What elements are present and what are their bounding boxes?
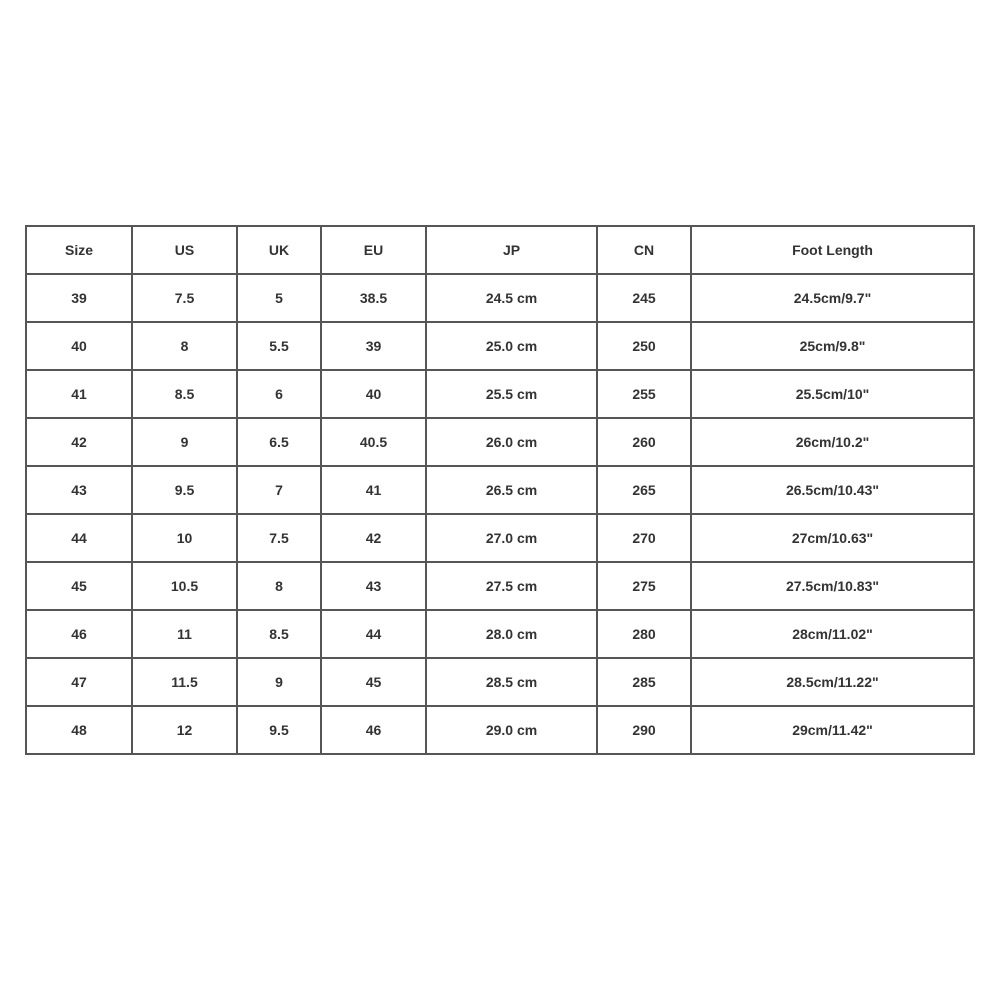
- cell-size: 40: [26, 322, 132, 370]
- cell-jp: 29.0 cm: [426, 706, 597, 754]
- table-row: [26, 706, 974, 754]
- cell-uk: 5.5: [237, 322, 321, 370]
- cell-eu: 41: [321, 466, 426, 514]
- cell-uk: 7.5: [237, 514, 321, 562]
- cell-cn: 260: [597, 418, 691, 466]
- cell-size: 42: [26, 418, 132, 466]
- cell-jp: 27.5 cm: [426, 562, 597, 610]
- size-chart-body: [26, 274, 974, 754]
- cell-us: 11.5: [132, 658, 237, 706]
- cell-uk: 6.5: [237, 418, 321, 466]
- cell-cn: 265: [597, 466, 691, 514]
- cell-us: 8.5: [132, 370, 237, 418]
- cell-eu: 42: [321, 514, 426, 562]
- cell-us: 8: [132, 322, 237, 370]
- header-cn: CN: [597, 226, 691, 274]
- table-row: [26, 610, 974, 658]
- header-foot-length: Foot Length: [691, 226, 974, 274]
- cell-us: 7.5: [132, 274, 237, 322]
- cell-jp: 27.0 cm: [426, 514, 597, 562]
- cell-eu: 45: [321, 658, 426, 706]
- cell-foot-length: 25cm/9.8": [691, 322, 974, 370]
- cell-eu: 44: [321, 610, 426, 658]
- cell-size: 47: [26, 658, 132, 706]
- table-row: [26, 418, 974, 466]
- cell-cn: 250: [597, 322, 691, 370]
- cell-jp: 28.0 cm: [426, 610, 597, 658]
- cell-size: 43: [26, 466, 132, 514]
- cell-foot-length: 27.5cm/10.83": [691, 562, 974, 610]
- cell-jp: 26.5 cm: [426, 466, 597, 514]
- cell-cn: 275: [597, 562, 691, 610]
- cell-jp: 28.5 cm: [426, 658, 597, 706]
- cell-foot-length: 26.5cm/10.43": [691, 466, 974, 514]
- cell-foot-length: 29cm/11.42": [691, 706, 974, 754]
- cell-cn: 280: [597, 610, 691, 658]
- cell-cn: 270: [597, 514, 691, 562]
- cell-eu: 43: [321, 562, 426, 610]
- size-chart-header: [26, 226, 974, 274]
- cell-eu: 39: [321, 322, 426, 370]
- cell-jp: 26.0 cm: [426, 418, 597, 466]
- header-size: Size: [26, 226, 132, 274]
- header-uk: UK: [237, 226, 321, 274]
- cell-cn: 285: [597, 658, 691, 706]
- table-row: [26, 658, 974, 706]
- cell-eu: 40: [321, 370, 426, 418]
- cell-cn: 245: [597, 274, 691, 322]
- cell-cn: 255: [597, 370, 691, 418]
- header-us: US: [132, 226, 237, 274]
- table-row: [26, 562, 974, 610]
- cell-uk: 9: [237, 658, 321, 706]
- cell-us: 9.5: [132, 466, 237, 514]
- cell-foot-length: 27cm/10.63": [691, 514, 974, 562]
- cell-uk: 7: [237, 466, 321, 514]
- cell-size: 48: [26, 706, 132, 754]
- cell-uk: 6: [237, 370, 321, 418]
- cell-size: 44: [26, 514, 132, 562]
- cell-jp: 25.5 cm: [426, 370, 597, 418]
- cell-jp: 25.0 cm: [426, 322, 597, 370]
- cell-size: 45: [26, 562, 132, 610]
- table-row: [26, 274, 974, 322]
- cell-size: 46: [26, 610, 132, 658]
- cell-uk: 5: [237, 274, 321, 322]
- table-row: [26, 322, 974, 370]
- table-row: [26, 466, 974, 514]
- cell-us: 11: [132, 610, 237, 658]
- header-row: [26, 226, 974, 274]
- cell-foot-length: 24.5cm/9.7": [691, 274, 974, 322]
- header-eu: EU: [321, 226, 426, 274]
- cell-us: 12: [132, 706, 237, 754]
- cell-uk: 9.5: [237, 706, 321, 754]
- cell-foot-length: 28cm/11.02": [691, 610, 974, 658]
- cell-size: 41: [26, 370, 132, 418]
- cell-eu: 38.5: [321, 274, 426, 322]
- cell-foot-length: 26cm/10.2": [691, 418, 974, 466]
- size-chart-table: [25, 225, 975, 755]
- cell-us: 10: [132, 514, 237, 562]
- cell-jp: 24.5 cm: [426, 274, 597, 322]
- cell-us: 9: [132, 418, 237, 466]
- header-jp: JP: [426, 226, 597, 274]
- table-row: [26, 370, 974, 418]
- cell-foot-length: 28.5cm/11.22": [691, 658, 974, 706]
- table-row: [26, 514, 974, 562]
- cell-uk: 8: [237, 562, 321, 610]
- cell-size: 39: [26, 274, 132, 322]
- cell-eu: 40.5: [321, 418, 426, 466]
- cell-us: 10.5: [132, 562, 237, 610]
- cell-cn: 290: [597, 706, 691, 754]
- cell-foot-length: 25.5cm/10": [691, 370, 974, 418]
- cell-eu: 46: [321, 706, 426, 754]
- cell-uk: 8.5: [237, 610, 321, 658]
